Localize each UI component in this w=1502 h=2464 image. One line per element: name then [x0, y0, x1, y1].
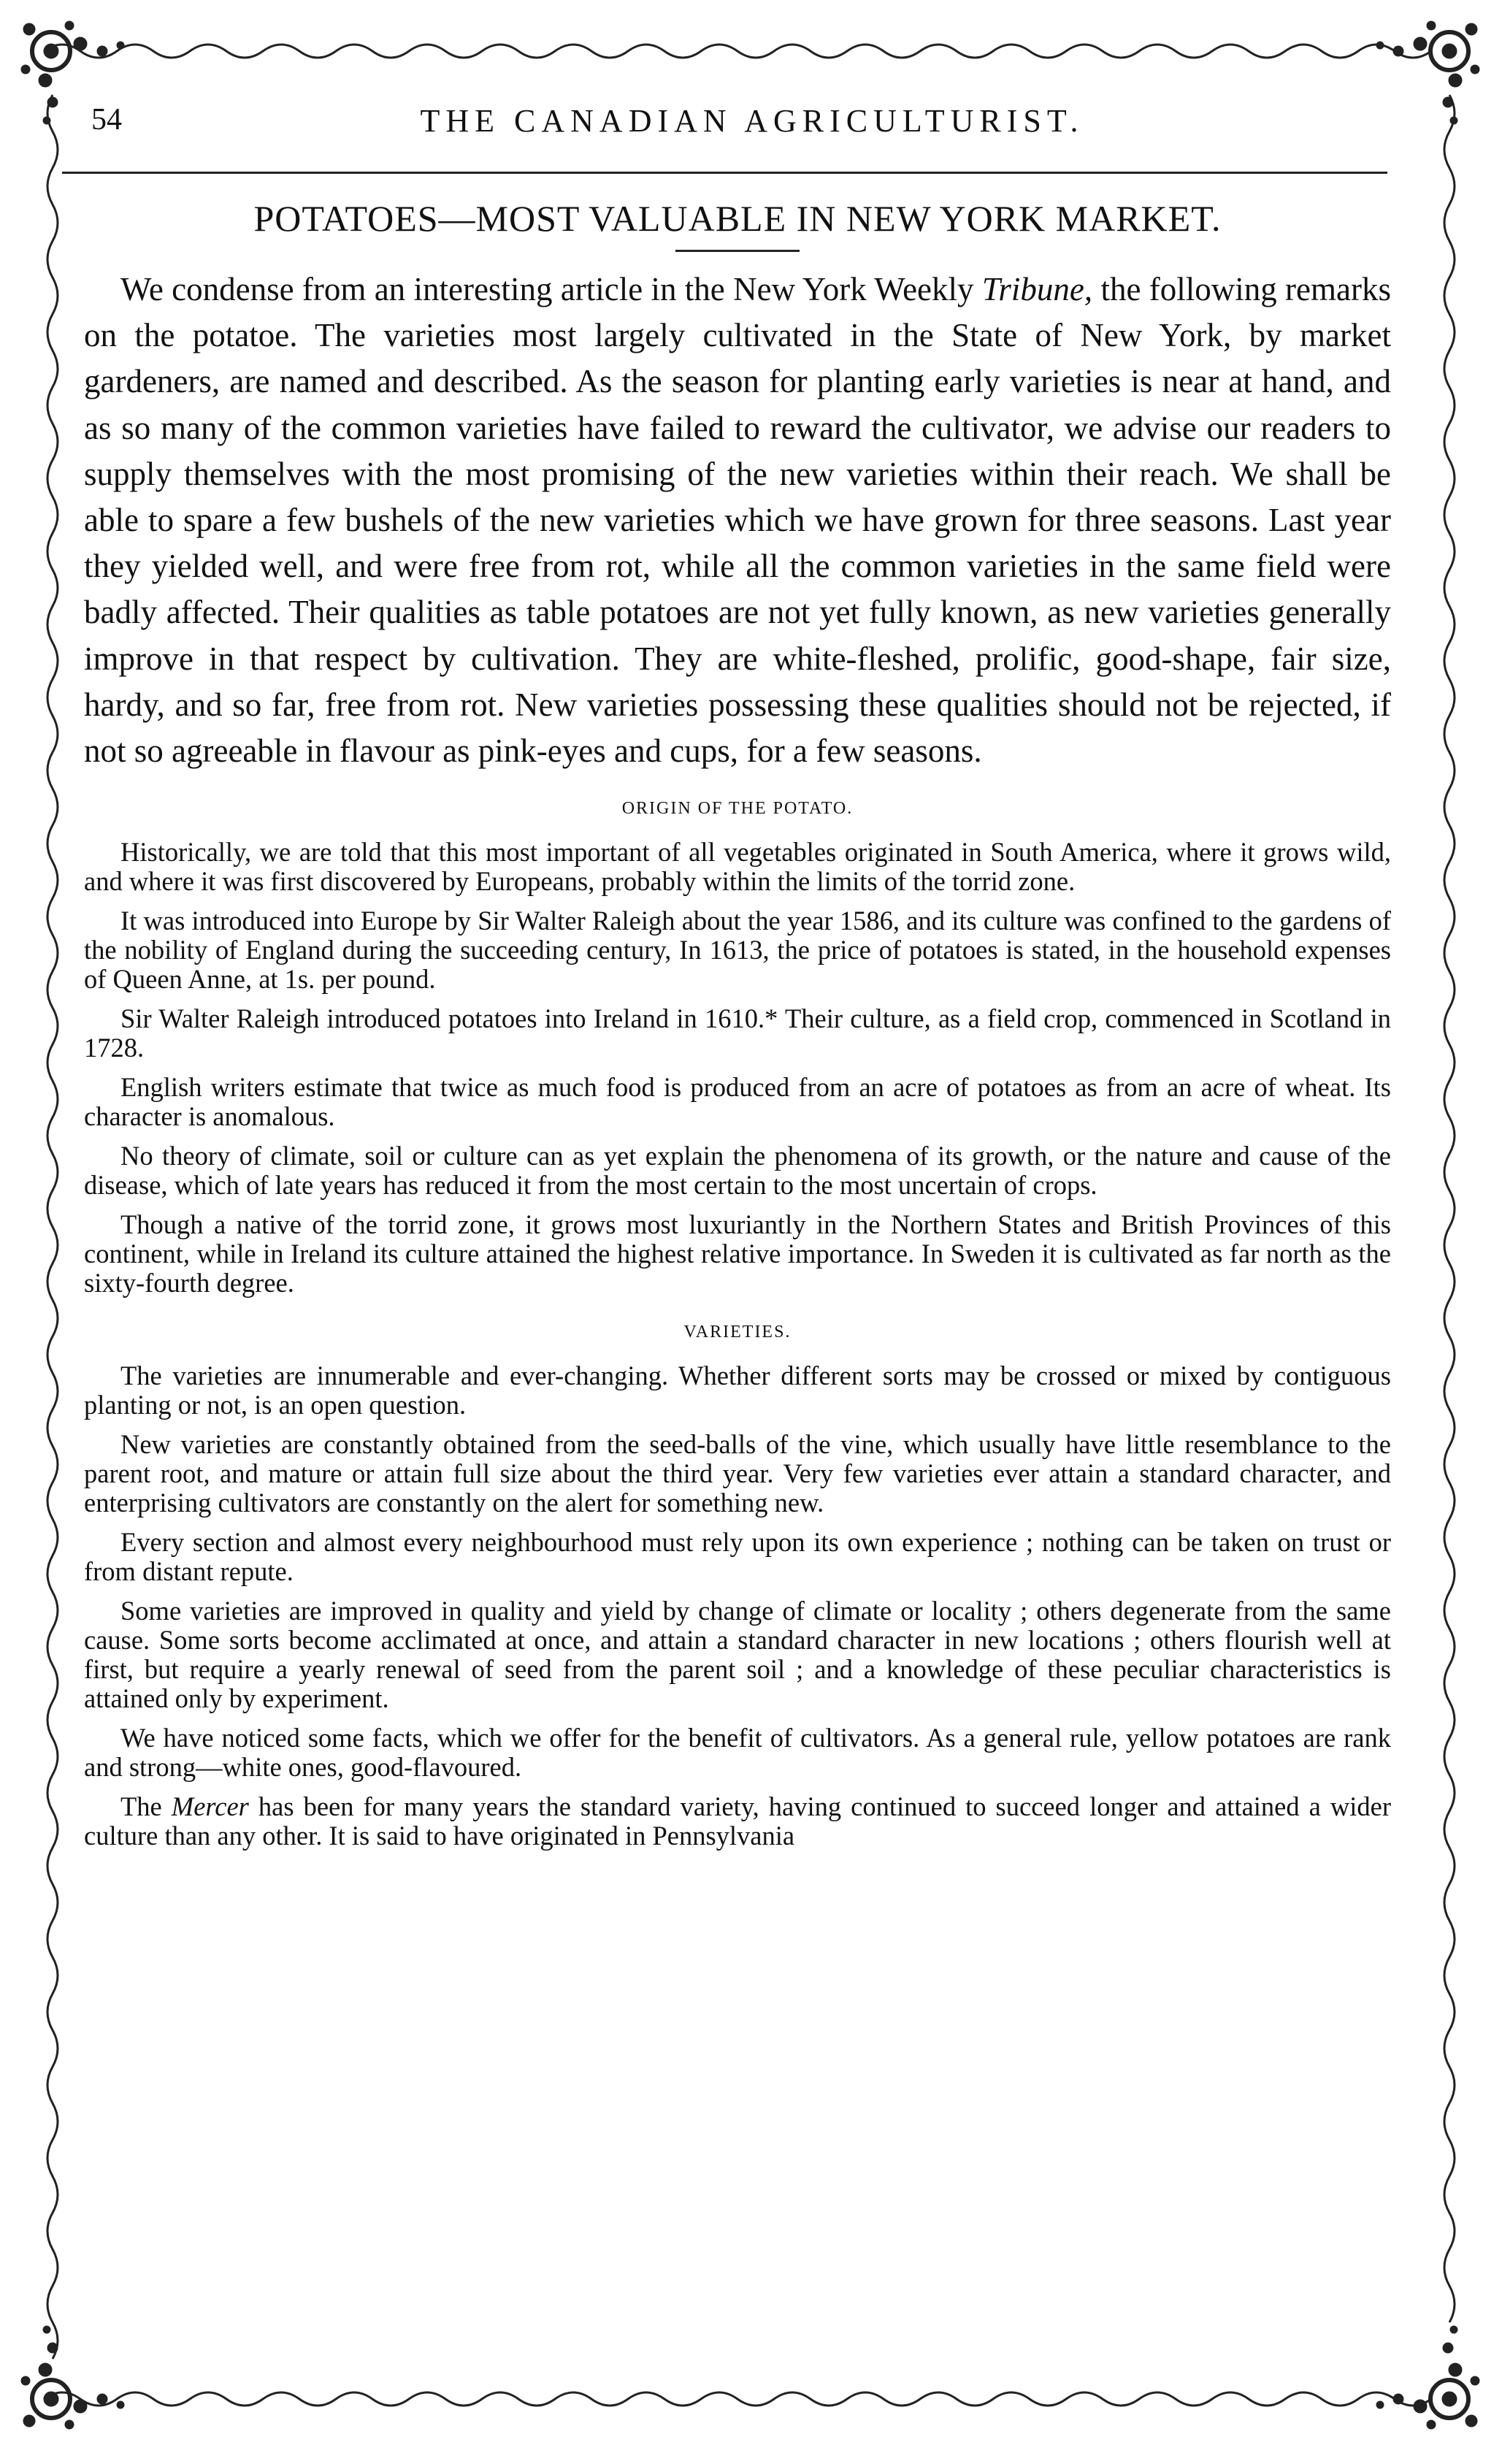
origin-paragraph: English writers estimate that twice as much food is produced from an acre of potatoes as from an acre of wheat. Its character is anomalous.: [84, 1072, 1391, 1132]
top-wavy-rule: [44, 45, 1431, 58]
varieties-heading: VARIETIES.: [683, 1323, 792, 1342]
left-wavy-rule: [47, 95, 58, 2359]
origin-paragraph: Though a native of the torrid zone, it grows most luxuriantly in the Northern States and British Provinces of this continent, while in Ireland its culture attained the highest relative importance. In Sweden it is cultivated as far north as the sixty-fourth degree.: [84, 1209, 1391, 1298]
origin-paragraph: Historically, we are told that this most important of all vegetables originated in South America, where it grows wild, and where it was first discovered by Europeans, probably within the limits of the torrid zone.: [84, 837, 1391, 897]
origin-section: [84, 838, 1391, 1298]
corner-ornament-bottom-right: [1376, 2326, 1479, 2429]
varieties-paragraph: The varieties are innumerable and ever-changing. Whether different sorts may be crossed or mixed by contiguous planting or not, is an open question.: [84, 1361, 1391, 1420]
article-title: POTATOES—MOST VALUABLE IN NEW YORK MARKET.: [253, 198, 1222, 239]
intro-text-start: We condense from an interesting article in the New York Weekly: [120, 271, 982, 307]
varieties-section: [84, 1361, 1391, 1851]
origin-paragraph: No theory of climate, soil or culture can as yet explain the phenomena of its growth, or the nature and cause of the disease, which of late years has reduced it from the most certain to the most uncertain of crops.: [84, 1141, 1391, 1201]
intro-italic-title: Tribune,: [981, 271, 1093, 307]
varieties-paragraph: Every section and almost every neighbourhood must rely upon its own experience ; nothing can be taken on trust or from distant repute.: [84, 1527, 1391, 1587]
intro-section: [84, 267, 1391, 774]
origin-paragraph: Sir Walter Raleigh introduced potatoes into Ireland in 1610.* Their culture, as a field crop, commenced in Scotland in 1728.: [84, 1003, 1391, 1063]
last-text-start: The: [120, 1791, 172, 1822]
intro-text-rest: the following remarks on the potatoe. The varieties most largely cultivated in the State of New York, by market gardeners, are named and described. As the season for planting early varieties is near at hand, and as so many of the common varieties have failed to reward the cultivator, we advise our readers to supply themselves with the most promising of the new varieties within their reach. We shall be able to spare a few bushels of the new varieties which we have grown for three seasons. Last year they yielded well, and were free from rot, while all the common varieties in the same field were badly affected. Their qualities as table potatoes are not yet fully known, as new varieties generally improve in that respect by cultivation. They are white-fleshed, prolific, good-shape, fair size, hardy, and so far, free from rot. New varieties possessing these qualities should not be rejected, if not so agreeable in flavour as pink-eyes and cups, for a few seasons.: [84, 271, 1391, 770]
bottom-wavy-rule: [44, 2392, 1431, 2406]
article: [84, 197, 1391, 1861]
header-rule: [62, 172, 1387, 174]
right-wavy-rule: [1444, 95, 1455, 2322]
intro-paragraph: [84, 267, 1391, 774]
mercer-variety-name: Mercer: [171, 1791, 249, 1822]
varieties-paragraph: We have noticed some facts, which we offer for the benefit of cultivators. As a general rule, yellow potatoes are rank and strong—white ones, good-flavoured.: [84, 1723, 1391, 1783]
origin-heading: ORIGIN OF THE POTATO.: [621, 799, 854, 819]
last-text-rest: has been for many years the standard variety, having continued to succeed longer and attained a wider culture than any other. It is said to have originated in Pennsylvania: [84, 1791, 1392, 1851]
running-header: [73, 102, 1431, 146]
varieties-paragraph: Some varieties are improved in quality and yield by change of climate or locality ; others degenerate from the same cause. Some sorts become acclimated at once, and attain a standard character in new locations ; others flourish well at first, but require a yearly renewal of seed from the parent soil ; and a knowledge of these peculiar characteristics is attained only by experiment.: [84, 1596, 1391, 1714]
corner-ornament-bottom-left: [21, 2326, 124, 2429]
varieties-last-paragraph: [84, 1792, 1391, 1851]
origin-paragraph: It was introduced into Europe by Sir Walter Raleigh about the year 1586, and its culture was confined to the gardens of the nobility of England during the succeeding century, In 1613, the price of potatoes is stated, in the household expenses of Queen Anne, at 1s. per pound.: [84, 906, 1391, 995]
varieties-paragraph: New varieties are constantly obtained from the seed-balls of the vine, which usually have little resemblance to the parent root, and mature or attain full size about the third year. Very few varieties ever attain a standard character, and enterprising cultivators are constantly on the alert for something new.: [84, 1429, 1391, 1518]
title-rule: [675, 250, 800, 252]
page-number: 54: [91, 103, 122, 137]
running-title: THE CANADIAN AGRICULTURIST.: [420, 103, 1084, 139]
